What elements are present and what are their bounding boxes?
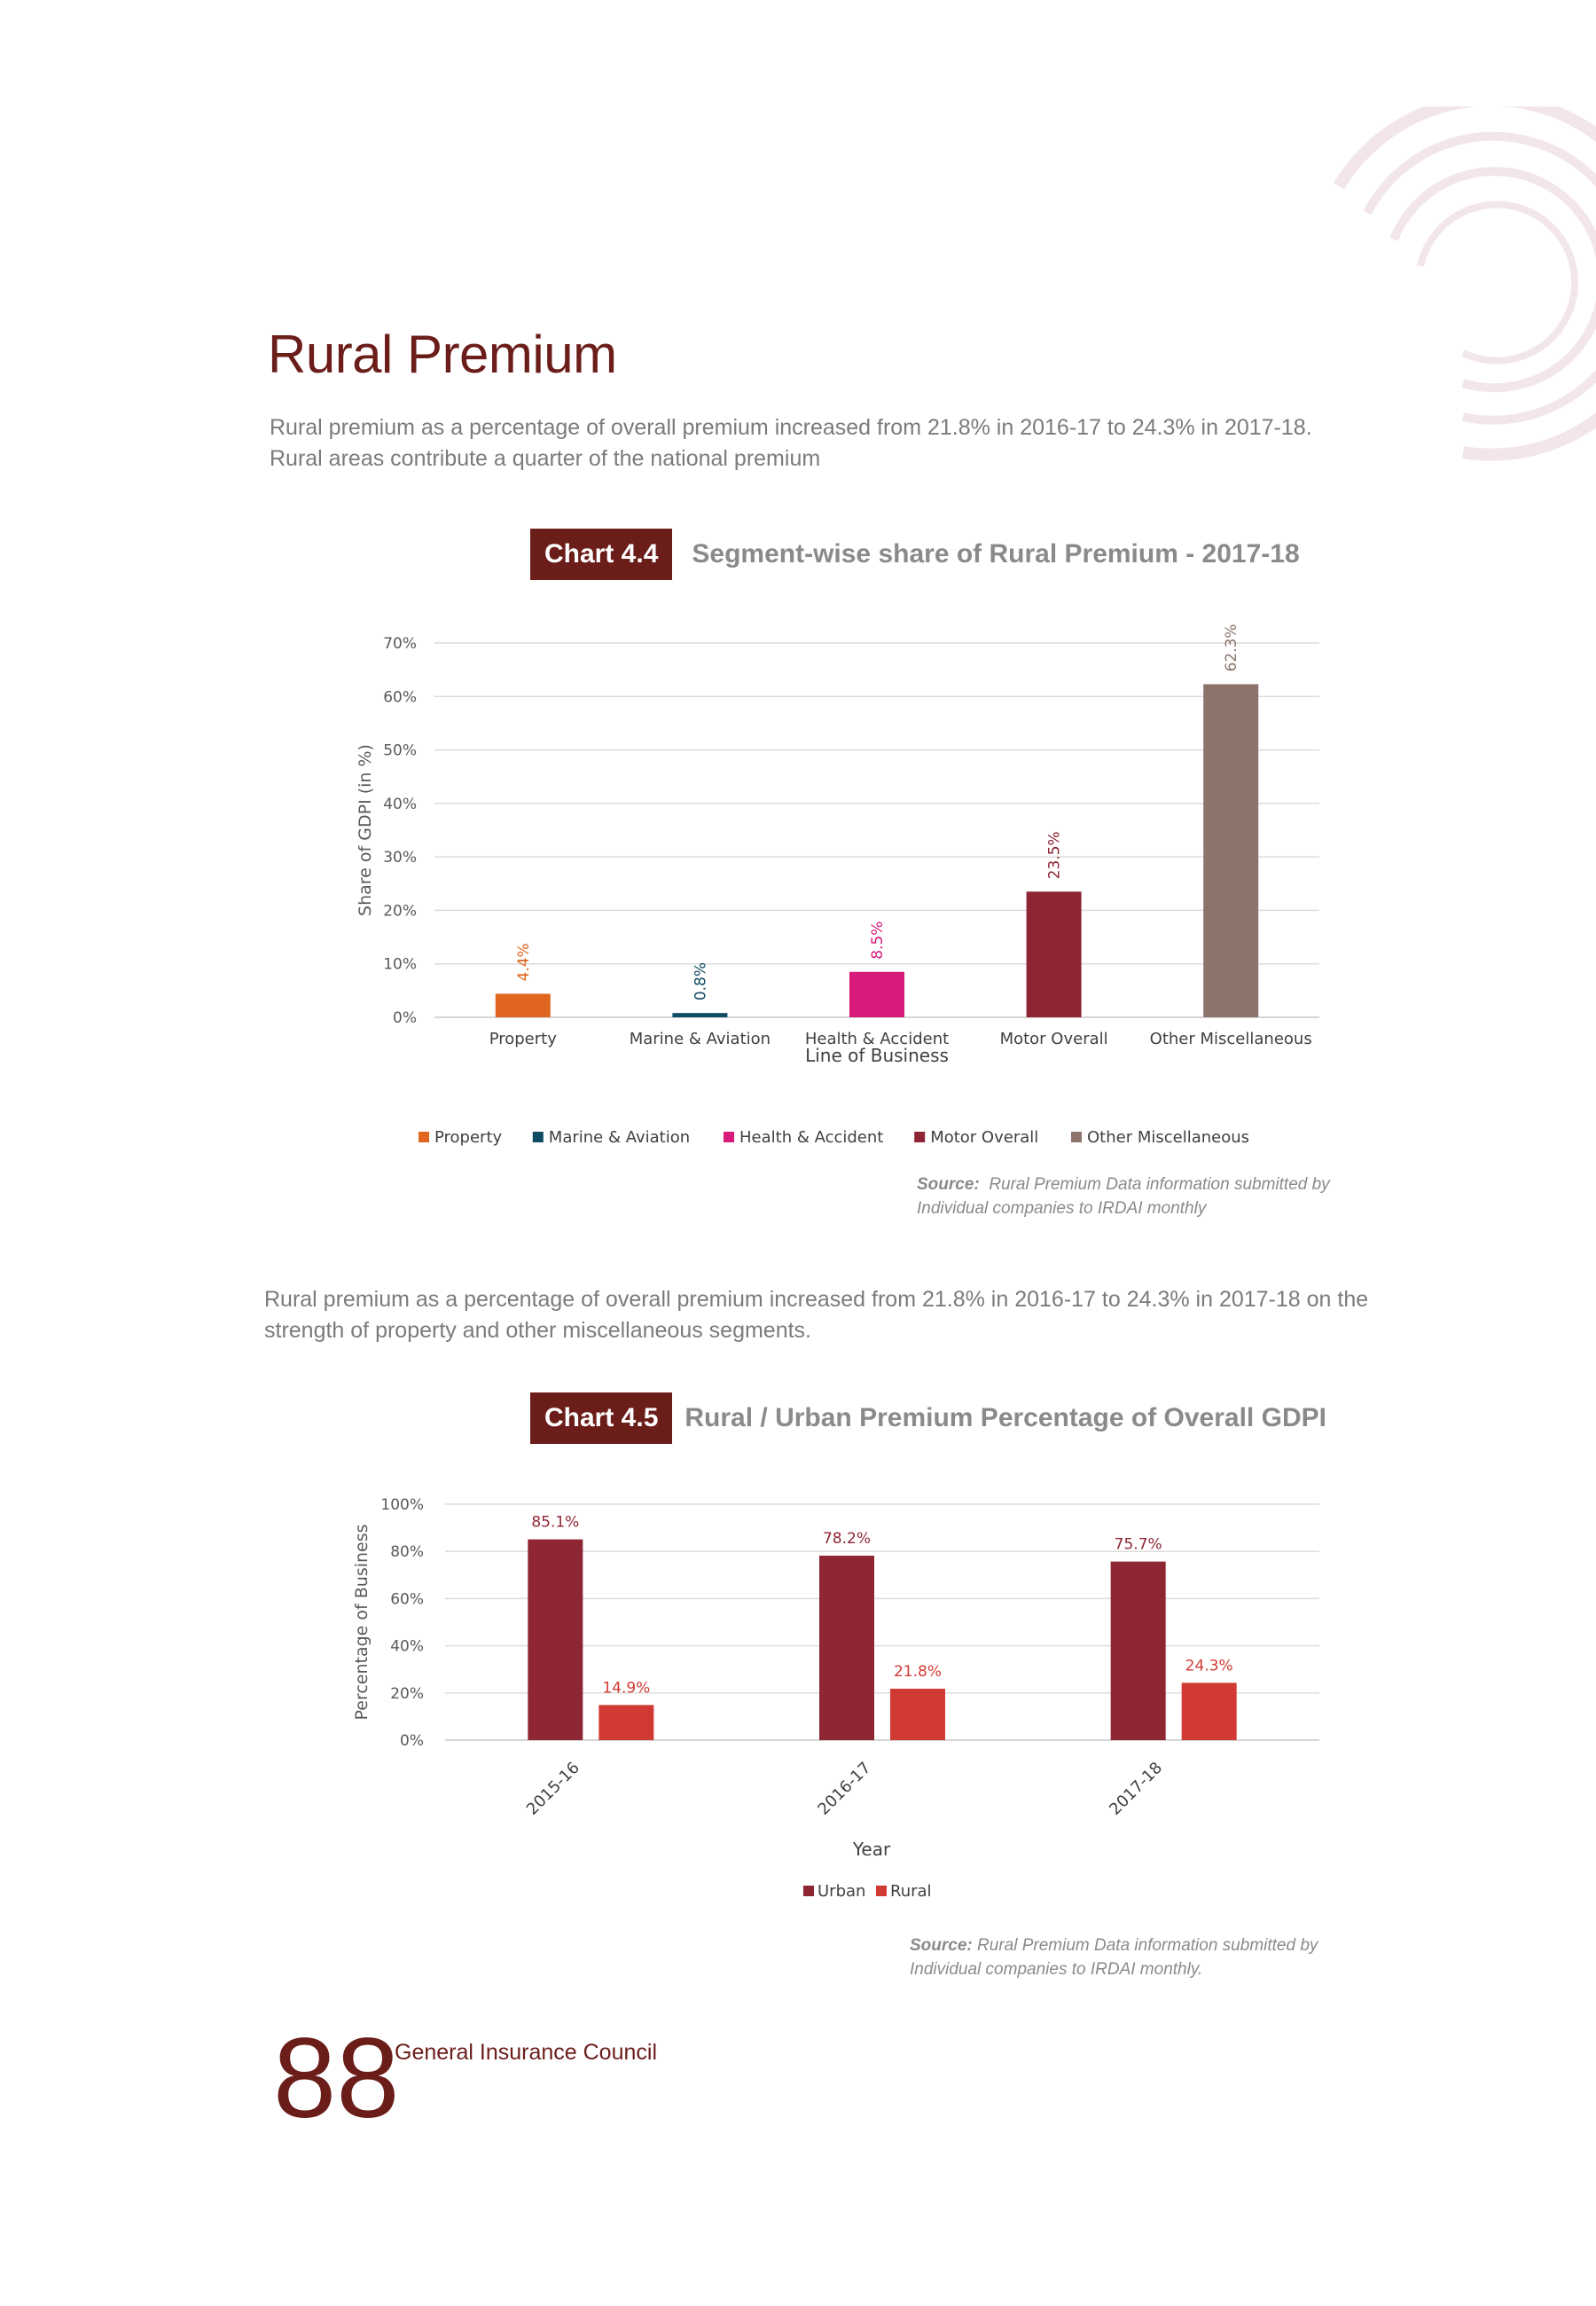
y-tick-label: 70% <box>383 635 417 653</box>
source-line-2: Individual companies to IRDAI monthly <box>917 1199 1207 1218</box>
bar <box>890 1689 945 1740</box>
y-tick-label: 40% <box>390 1637 424 1656</box>
intro-paragraph <box>270 412 1422 475</box>
y-tick-label: 80% <box>390 1543 424 1562</box>
legend-swatch <box>803 1886 814 1896</box>
y-tick-label: 50% <box>383 741 417 760</box>
data-label: 23.5% <box>1045 831 1064 880</box>
y-tick-label: 60% <box>383 688 417 707</box>
legend-swatch <box>419 1132 429 1142</box>
bar <box>672 1013 727 1017</box>
y-tick-label: 60% <box>390 1590 424 1609</box>
chart-4-5-title: Rural / Urban Premium Percentage of Overall GDPI <box>685 1403 1326 1432</box>
y-tick-label: 40% <box>383 795 417 813</box>
legend-swatch <box>914 1132 925 1142</box>
chart-4-5-header <box>530 1392 1326 1444</box>
legend-swatch <box>1071 1132 1082 1142</box>
x-tick-label: Motor Overall <box>999 1030 1108 1048</box>
bar <box>598 1705 653 1740</box>
intro-line-2: Rural areas contribute a quarter of the national premium <box>270 446 821 471</box>
source-label: Source: <box>917 1175 980 1194</box>
chart-4-4-header <box>530 529 1300 580</box>
source-line-2: Individual companies to IRDAI monthly. <box>910 1960 1203 1979</box>
x-tick-label: Other Miscellaneous <box>1149 1030 1312 1048</box>
legend-label: Rural <box>890 1882 932 1901</box>
source-label: Source: <box>910 1936 973 1955</box>
bar <box>849 972 904 1017</box>
intro-line-1: Rural premium as a percentage of overall premium increased from 21.8% in 2016-17 to 24.3% in 2017-18. <box>270 415 1312 440</box>
legend-label: Marine & Aviation <box>548 1128 691 1147</box>
page-number: 88 <box>273 2015 400 2142</box>
y-tick-label: 10% <box>383 955 417 974</box>
bar <box>496 993 551 1017</box>
data-label: 78.2% <box>822 1529 872 1548</box>
bar <box>1111 1562 1166 1740</box>
data-label: 14.9% <box>602 1679 651 1698</box>
bar <box>1182 1682 1237 1740</box>
y-tick-label: 20% <box>383 902 417 921</box>
x-tick-label: Marine & Aviation <box>629 1030 771 1048</box>
x-tick-label: 2016-17 <box>814 1758 875 1819</box>
data-label: 21.8% <box>893 1663 943 1682</box>
data-label: 85.1% <box>531 1513 580 1532</box>
chart-4-4-badge: Chart 4.4 <box>530 529 672 580</box>
legend-label: Other Miscellaneous <box>1087 1128 1250 1147</box>
y-axis-label: Percentage of Business <box>352 1524 372 1721</box>
legend-label: Property <box>434 1128 503 1147</box>
bar <box>528 1540 583 1740</box>
legend-swatch <box>533 1132 544 1142</box>
x-tick-label: 2017-18 <box>1106 1758 1167 1819</box>
legend-swatch <box>876 1886 887 1896</box>
source-line-1: Rural Premium Data information submitted by <box>989 1175 1330 1194</box>
x-tick-label: Health & Accident <box>804 1030 950 1048</box>
y-tick-label: 30% <box>383 849 417 867</box>
y-tick-label: 100% <box>380 1496 424 1514</box>
segment-share-chart <box>337 603 1348 1188</box>
page-title: Rural Premium <box>268 325 617 384</box>
data-label: 8.5% <box>869 921 887 960</box>
y-tick-label: 20% <box>390 1684 424 1703</box>
bar <box>1027 891 1082 1017</box>
y-tick-label: 0% <box>393 1009 417 1027</box>
x-axis-label: Year <box>852 1839 891 1860</box>
data-label: 62.3% <box>1223 624 1241 672</box>
data-label: 0.8% <box>692 961 710 1001</box>
legend-label: Urban <box>818 1882 866 1901</box>
x-tick-label: 2015-16 <box>522 1758 583 1819</box>
chart-4-5-badge: Chart 4.5 <box>530 1392 672 1444</box>
data-label: 4.4% <box>514 943 533 982</box>
chart-4-5-source <box>910 1933 1318 1981</box>
y-tick-label: 0% <box>400 1732 424 1750</box>
legend-label: Health & Accident <box>739 1128 884 1147</box>
legend-label: Motor Overall <box>930 1128 1039 1147</box>
data-label: 24.3% <box>1185 1657 1233 1675</box>
rural-urban-chart <box>337 1472 1348 1969</box>
bar <box>1203 684 1258 1017</box>
intro-paragraph-2: Rural premium as a percentage of overall premium increased from 21.8% in 2016-17 to 24.3% in 2017-18 on the strength of property and other miscellaneous segments. <box>264 1287 1369 1343</box>
legend-swatch <box>724 1132 734 1142</box>
chart-4-4-title: Segment-wise share of Rural Premium - 2017-18 <box>692 539 1300 569</box>
bar <box>819 1556 874 1740</box>
footer-publisher: General Insurance Council <box>395 2040 657 2065</box>
data-label: 75.7% <box>1114 1535 1162 1554</box>
chart-4-4-source <box>917 1173 1330 1220</box>
x-axis-label: Line of Business <box>805 1045 949 1066</box>
source-line-1: Rural Premium Data information submitted by <box>977 1936 1318 1955</box>
x-tick-label: Property <box>489 1030 557 1048</box>
y-axis-label: Share of GDPI (in %) <box>356 744 375 916</box>
